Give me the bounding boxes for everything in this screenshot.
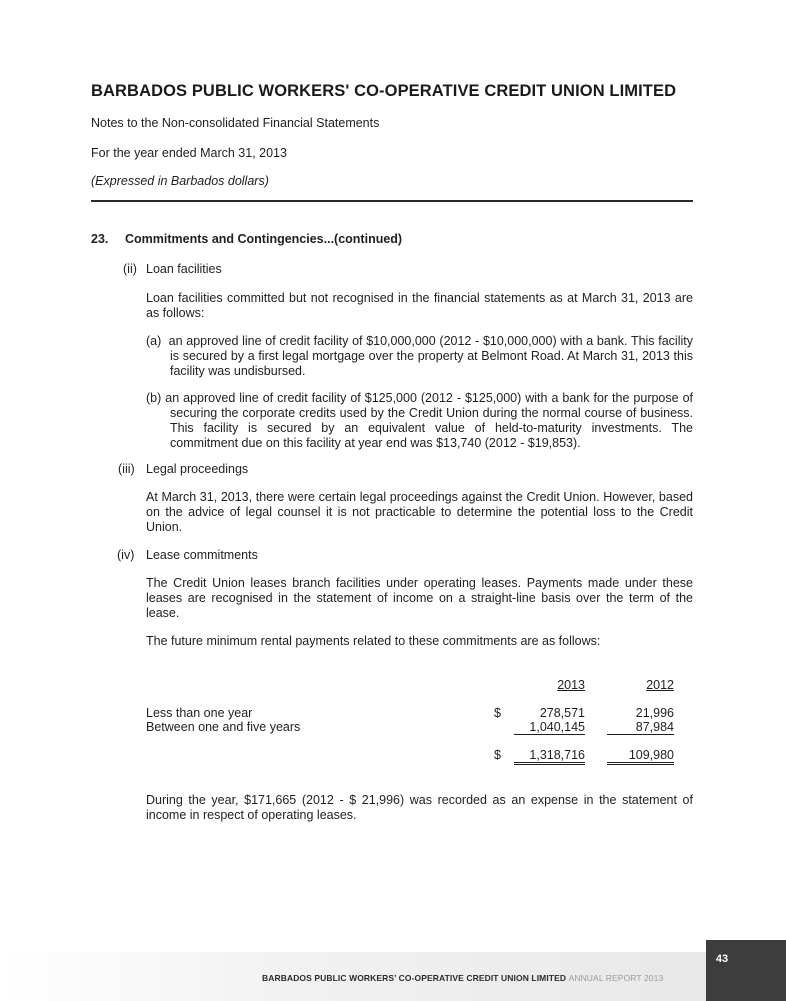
table-row-label: Less than one year — [146, 706, 253, 720]
table-row-label: Between one and five years — [146, 720, 301, 734]
legal-heading: Legal proceedings — [146, 462, 249, 476]
table-cell-2012: 21,996 — [635, 706, 674, 720]
table-cell-2013: 1,040,145 — [514, 720, 585, 735]
header-divider — [91, 200, 693, 202]
organization-title: BARBADOS PUBLIC WORKERS' CO-OPERATIVE CREDIT UNION LIMITED — [91, 82, 677, 100]
reporting-period: For the year ended March 31, 2013 — [91, 146, 287, 160]
total-2012: 109,980 — [607, 748, 674, 765]
total-2013: 1,318,716 — [514, 748, 585, 765]
statement-subtitle: Notes to the Non-consolidated Financial Statements — [91, 116, 380, 130]
lease-table-intro: The future minimum rental payments related to these commitments are as follows: — [146, 634, 601, 648]
table-cell-2013: 278,571 — [539, 706, 585, 720]
currency-symbol: $ — [494, 748, 501, 762]
currency-note: (Expressed in Barbados dollars) — [91, 174, 269, 188]
lease-text: The Credit Union leases branch facilities under operating leases. Payments made under these leases are recognised in the statement of income on a straight-line basis over the term of the lease. — [146, 576, 693, 620]
loan-heading: Loan facilities — [146, 262, 222, 276]
footer-org: BARBADOS PUBLIC WORKERS’ CO-OPERATIVE CREDIT UNION LIMITED — [262, 973, 567, 983]
footer-text — [262, 973, 663, 983]
lease-closing: During the year, $171,665 (2012 - $ 21,996) was recorded as an expense in the statement of income in respect of operating leases. — [146, 793, 693, 822]
footer-report: ANNUAL REPORT 2013 — [568, 973, 664, 983]
lease-heading: Lease commitments — [146, 548, 258, 562]
section-number: 23. — [91, 232, 109, 246]
section-title: Commitments and Contingencies...(continued) — [125, 232, 403, 246]
lease-label: (iv) — [117, 548, 135, 562]
legal-text: At March 31, 2013, there were certain legal proceedings against the Credit Union. However, based on the advice of legal counsel it is not practicable to determine the potential loss to the Credit Union. — [146, 490, 693, 534]
legal-label: (iii) — [118, 462, 135, 476]
page-number-box — [706, 940, 786, 1001]
loan-intro: Loan facilities committed but not recognised in the financial statements as at March 31, 2013 are as follows: — [146, 291, 693, 320]
loan-item-a: (a) an approved line of credit facility of $10,000,000 (2012 - $10,000,000) with a bank. This facility is secured by a first legal mortgage over the property at Belmont Road. At March 31, 2013 this facility was undisbursed. — [146, 334, 693, 378]
section-heading — [91, 232, 402, 246]
table-cell-2012: 87,984 — [607, 720, 674, 735]
loan-label: (ii) — [123, 262, 137, 276]
page-number: 43 — [715, 953, 729, 965]
col-header-2012: 2012 — [646, 678, 674, 692]
loan-item-b: (b) an approved line of credit facility of $125,000 (2012 - $125,000) with a bank for the purpose of securing the corporate credits used by the Credit Union during the normal course of business. This facility is secured by an equivalent value of held-to-maturity investments. The commitment due on this facility at year end was $13,740 (2012 - $19,853). — [146, 391, 693, 450]
currency-symbol: $ — [494, 706, 501, 720]
col-header-2013: 2013 — [557, 678, 585, 692]
